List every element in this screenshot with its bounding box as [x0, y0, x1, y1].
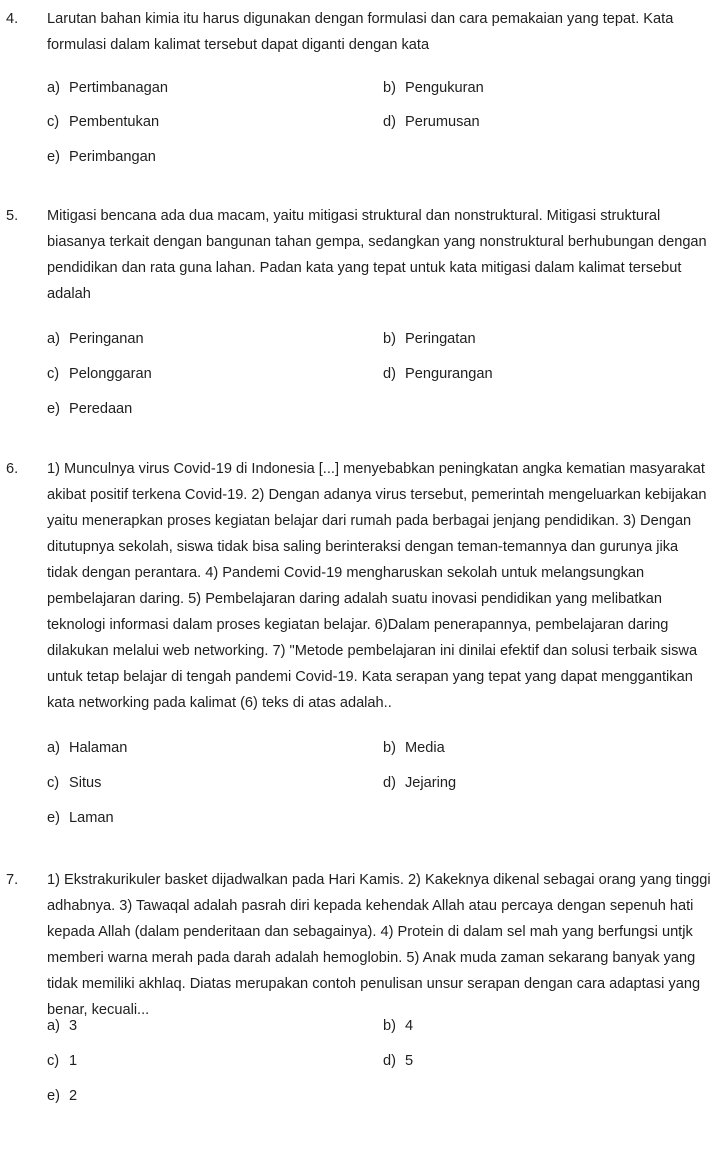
- option-letter: b): [383, 740, 396, 756]
- option-c: [47, 364, 152, 384]
- option-a: [47, 78, 168, 98]
- option-letter: a): [47, 80, 60, 96]
- question-text: Larutan bahan kimia itu harus digunakan dengan formulasi dan cara pemakaian yang tepat. Kata formulasi dalam kalimat tersebut dapat diganti dengan kata: [47, 11, 674, 53]
- question-number: 5.: [6, 208, 19, 224]
- option-text: Media: [405, 740, 445, 756]
- option-letter: a): [47, 740, 60, 756]
- option-text: Situs: [69, 775, 102, 791]
- option-text: Pengurangan: [405, 366, 493, 382]
- option-letter: e): [47, 149, 60, 165]
- option-e: [47, 399, 132, 419]
- question-text: 1) Ekstrakurikuler basket dijadwalkan pada Hari Kamis. 2) Kakeknya dikenal sebagai orang yang tinggi adhabnya. 3) Tawaqal adalah pasrah diri kepada kehendak Allah atau percaya dengan sepenuh hati kepada Allah (dalam penderitaan dan sebagainya). 4) Protein di dalam sel mah yang berfungsi untjk memberi warna merah pada darah adalah hemoglobin. 5) Anak muda zaman sekarang banyak yang tidak memiliki akhlaq. Diatas merupakan contoh penulisan unsur serapan dengan cara adaptasi yang benar, kecuali...: [47, 872, 711, 1018]
- option-c: [47, 112, 159, 132]
- option-b: [383, 329, 476, 349]
- option-letter: e): [47, 810, 60, 826]
- option-letter: c): [47, 1053, 60, 1069]
- option-d: [383, 112, 480, 132]
- option-letter: b): [383, 1018, 396, 1034]
- option-a: [47, 1016, 77, 1036]
- option-text: Peringanan: [69, 331, 144, 347]
- option-d: [383, 1051, 413, 1071]
- option-text: 2: [69, 1088, 78, 1104]
- question-text: 1) Munculnya virus Covid-19 di Indonesia [...] menyebabkan peningkatan angka kematian masyarakat akibat positif terkena Covid-19. 2) Dengan adanya virus tersebut, pemerintah mengeluarkan kebijakan yaitu menerapkan proses kegiatan belajar dari rumah pada berbagai jenjang pendidikan. 3) Dengan ditutupnya sekolah, siswa tidak bisa saling berinteraksi dengan teman-temannya dan gurunya jika tidak dengan perantara. 4) Pandemi Covid-19 mengharuskan sekolah untuk melangsungkan pembelajaran daring. 5) Pembelajaran daring adalah suatu inovasi pendidikan yang melibatkan teknologi informasi dalam proses kegiatan belajar. 6)Dalam penerapannya, pembelajaran daring dilakukan melalui web networking. 7) "Metode pembelajaran ini dinilai efektif dan solusi terbaik siswa untuk tetap belajar di tengah pandemi Covid-19. Kata serapan yang tepat yang dapat menggantikan kata networking pada kalimat (6) teks di atas adalah..: [47, 461, 707, 711]
- question-text: Mitigasi bencana ada dua macam, yaitu mitigasi struktural dan nonstruktural. Mitigasi struktural biasanya terkait dengan bangunan tahan gempa, sedangkan yang nonstruktural berhubungan dengan pendidikan dan rata guna lahan. Padan kata yang tepat untuk kata mitigasi dalam kalimat tersebut adalah: [47, 208, 707, 302]
- option-letter: b): [383, 331, 396, 347]
- option-c: [47, 773, 101, 793]
- option-letter: a): [47, 1018, 60, 1034]
- option-c: [47, 1051, 77, 1071]
- option-letter: e): [47, 401, 60, 417]
- option-text: Perimbangan: [69, 149, 156, 165]
- option-text: Peringatan: [405, 331, 476, 347]
- option-letter: c): [47, 775, 60, 791]
- option-text: Halaman: [69, 740, 128, 756]
- option-a: [47, 738, 127, 758]
- question-number: 4.: [6, 11, 19, 27]
- option-b: [383, 78, 484, 98]
- option-text: 4: [405, 1018, 414, 1034]
- option-text: 1: [69, 1053, 78, 1069]
- question-number: 7.: [6, 872, 19, 888]
- option-letter: d): [383, 114, 396, 130]
- option-text: Pembentukan: [69, 114, 160, 130]
- option-text: Pelonggaran: [69, 366, 152, 382]
- option-d: [383, 364, 493, 384]
- option-letter: c): [47, 366, 60, 382]
- option-letter: d): [383, 366, 396, 382]
- option-text: 3: [69, 1018, 78, 1034]
- option-b: [383, 738, 445, 758]
- option-d: [383, 773, 456, 793]
- option-letter: e): [47, 1088, 60, 1104]
- option-letter: b): [383, 80, 396, 96]
- option-e: [47, 808, 114, 828]
- option-letter: c): [47, 114, 60, 130]
- option-text: Laman: [69, 810, 114, 826]
- option-b: [383, 1016, 413, 1036]
- option-text: 5: [405, 1053, 414, 1069]
- option-e: [47, 1086, 77, 1106]
- option-text: Jejaring: [405, 775, 457, 791]
- question-number: 6.: [6, 461, 19, 477]
- option-e: [47, 147, 156, 167]
- option-text: Pengukuran: [405, 80, 484, 96]
- option-letter: a): [47, 331, 60, 347]
- option-text: Peredaan: [69, 401, 133, 417]
- option-a: [47, 329, 144, 349]
- option-letter: d): [383, 1053, 396, 1069]
- option-letter: d): [383, 775, 396, 791]
- option-text: Pertimbanagan: [69, 80, 168, 96]
- option-text: Perumusan: [405, 114, 480, 130]
